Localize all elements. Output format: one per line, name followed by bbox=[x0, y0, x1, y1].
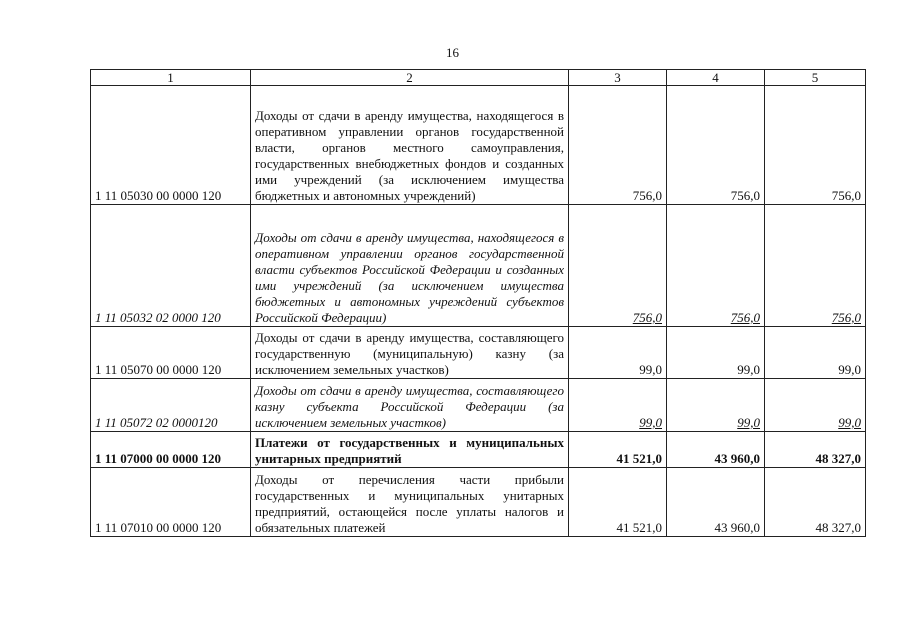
row-code: 1 11 07010 00 0000 120 bbox=[91, 468, 251, 537]
column-header-year-2: 4 bbox=[667, 70, 765, 86]
row-value-year-3: 99,0 bbox=[838, 415, 861, 430]
row-value-year-1: 41 521,0 bbox=[569, 432, 667, 468]
row-value-year-1: 756,0 bbox=[632, 310, 662, 325]
row-value-year-1: 41 521,0 bbox=[569, 468, 667, 537]
table-row bbox=[91, 379, 866, 432]
row-value-year-1: 756,0 bbox=[569, 86, 667, 205]
page-number: 16 bbox=[446, 45, 459, 60]
row-description: Доходы от сдачи в аренду имущества, находящегося в оперативном управлении органов государственной власти, органов местного самоуправления, государственных внебюджетных фондов и созданных ими учреждений (за исключением имущества бюджетных и автономных учреждений) bbox=[251, 86, 569, 205]
column-header-year-1: 3 bbox=[569, 70, 667, 86]
row-value-year-3: 756,0 bbox=[831, 310, 861, 325]
table-row bbox=[91, 205, 866, 327]
row-value-year-3: 99,0 bbox=[765, 327, 866, 379]
column-header-description: 2 bbox=[251, 70, 569, 86]
row-description: Доходы от перечисления части прибыли государственных и муниципальных унитарных предприятий, остающейся после уплаты налогов и обязательных платежей bbox=[251, 468, 569, 537]
table-row bbox=[91, 432, 866, 468]
row-value-year-2: 756,0 bbox=[730, 310, 760, 325]
column-header-year-3: 5 bbox=[765, 70, 866, 86]
column-header-code: 1 bbox=[91, 70, 251, 86]
table-row bbox=[91, 468, 866, 537]
table-row bbox=[91, 86, 866, 205]
row-value-year-3: 48 327,0 bbox=[765, 468, 866, 537]
row-value-year-2: 99,0 bbox=[737, 415, 760, 430]
row-value-year-2: 756,0 bbox=[667, 86, 765, 205]
row-code: 1 11 05030 00 0000 120 bbox=[91, 86, 251, 205]
revenue-table bbox=[90, 69, 866, 537]
row-description: Доходы от сдачи в аренду имущества, составляющего государственную (муниципальную) казну (за исключением земельных участков) bbox=[251, 327, 569, 379]
row-value-year-2: 99,0 bbox=[667, 327, 765, 379]
row-description: Доходы от сдачи в аренду имущества, составляющего казну субъекта Российской Федерации (за исключением земельных участков) bbox=[251, 379, 569, 432]
row-code: 1 11 05070 00 0000 120 bbox=[91, 327, 251, 379]
row-value-year-1: 99,0 bbox=[639, 415, 662, 430]
row-value-year-1: 99,0 bbox=[569, 327, 667, 379]
row-code: 1 11 07000 00 0000 120 bbox=[91, 432, 251, 468]
row-value-year-2: 43 960,0 bbox=[667, 468, 765, 537]
row-code: 1 11 05072 02 0000120 bbox=[91, 379, 251, 432]
row-code: 1 11 05032 02 0000 120 bbox=[91, 205, 251, 327]
row-value-year-3: 48 327,0 bbox=[765, 432, 866, 468]
row-value-year-3: 756,0 bbox=[765, 86, 866, 205]
table-header-row bbox=[91, 70, 866, 86]
row-description: Платежи от государственных и муниципальных унитарных предприятий bbox=[251, 432, 569, 468]
table-row bbox=[91, 327, 866, 379]
row-value-year-2: 43 960,0 bbox=[667, 432, 765, 468]
row-description: Доходы от сдачи в аренду имущества, находящегося в оперативном управлении органов государственной власти субъектов Российской Федерации и созданных ими учреждений (за исключением имущества бюджетных и автономных учреждений субъектов Российской Федерации) bbox=[251, 205, 569, 327]
